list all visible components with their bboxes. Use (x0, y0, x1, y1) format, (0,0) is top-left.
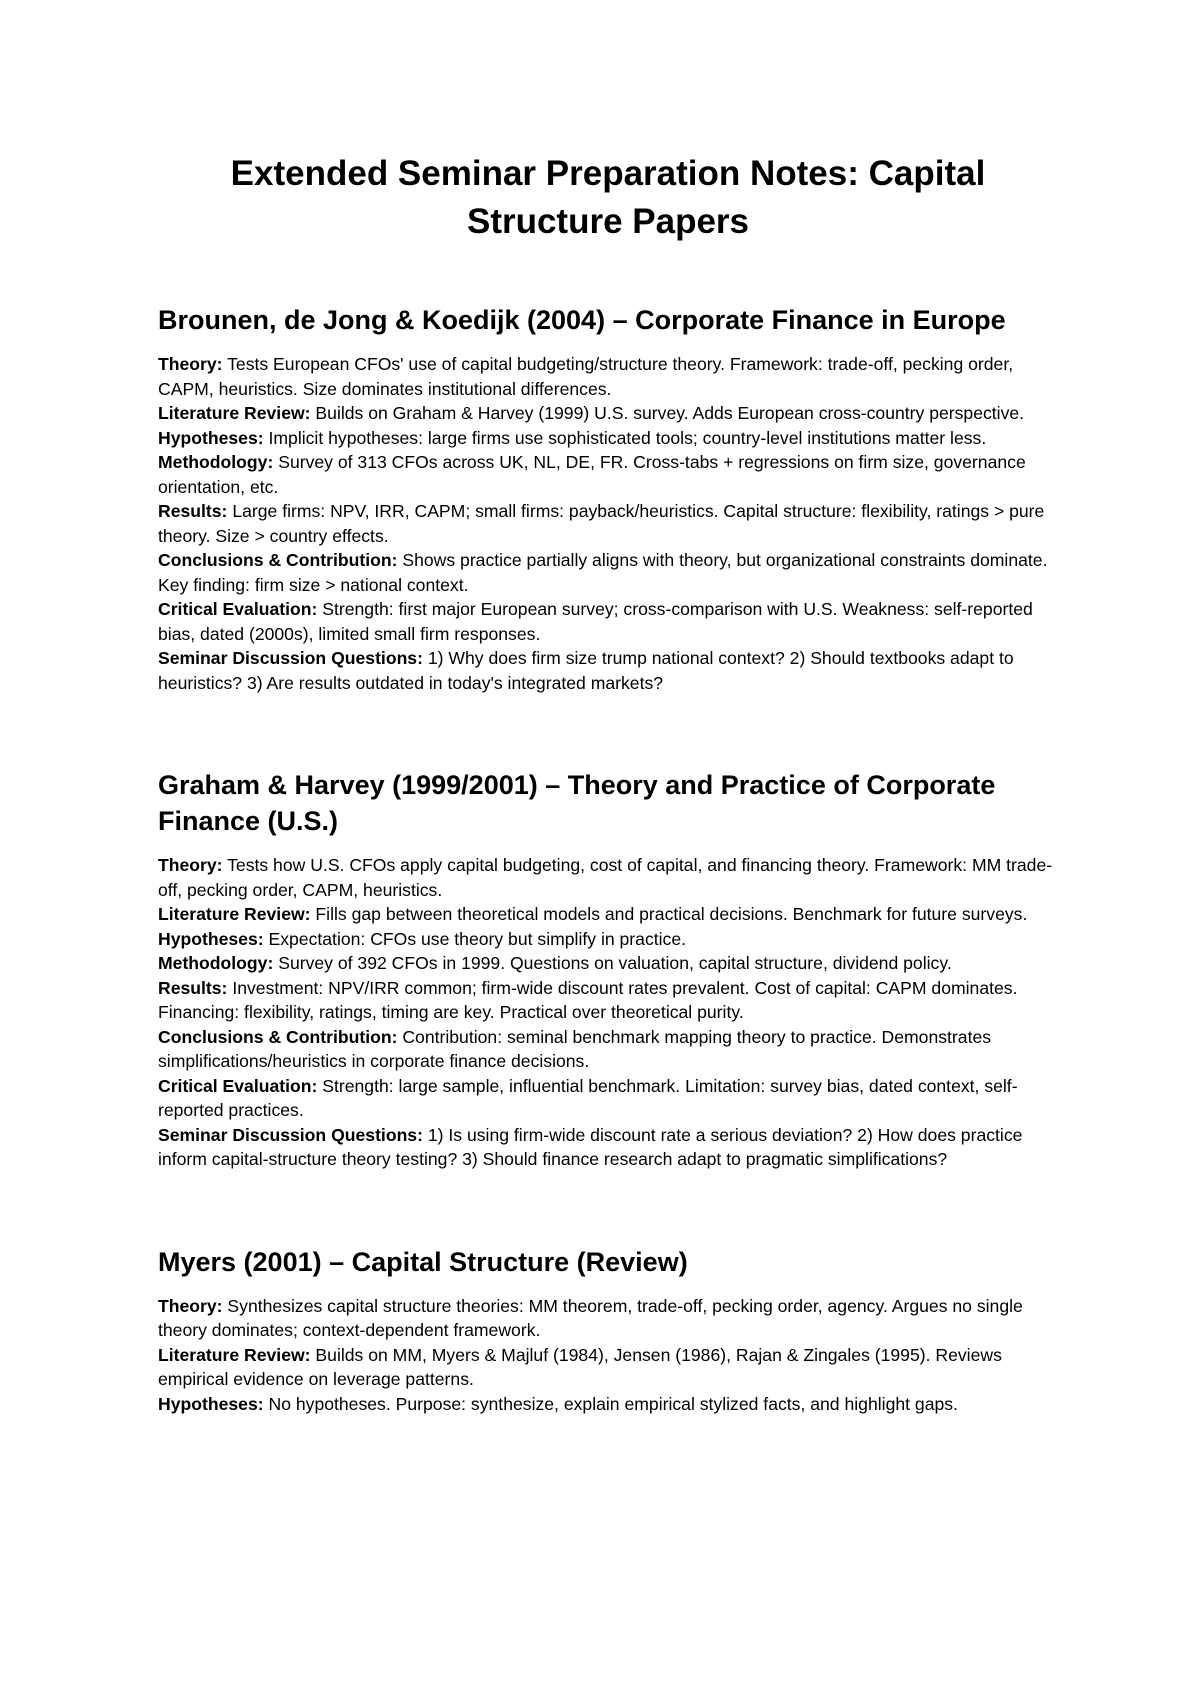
field-label: Hypotheses: (158, 1393, 264, 1414)
field-text: Tests how U.S. CFOs apply capital budgeting, cost of capital, and financing theory. Framework: MM trade-off, pecking order, CAPM, heuristics. (158, 855, 1053, 900)
field-hypotheses (158, 426, 1058, 451)
field-literature-review (158, 902, 1058, 927)
field-label: Methodology: (158, 953, 274, 973)
field-critical-evaluation (158, 1074, 1058, 1123)
field-hypotheses (158, 1392, 1058, 1417)
field-text: 1) Why does firm size trump national context? 2) Should textbooks adapt to heuristics? 3) Are results outdated in today's integrated markets? (158, 648, 1014, 693)
field-text: Builds on MM, Myers & Majluf (1984), Jensen (1986), Rajan & Zingales (1995). Reviews empirical evidence on leverage patterns. (158, 1344, 1002, 1389)
field-label: Seminar Discussion Questions: (158, 1124, 423, 1145)
field-text: Strength: first major European survey; cross-comparison with U.S. Weakness: self-reported bias, dated (2000s), limited small firm responses. (158, 599, 1033, 644)
field-label: Results: (158, 977, 228, 998)
field-text: Survey of 313 CFOs across UK, NL, DE, FR. Cross-tabs + regressions on firm size, governance orientation, etc. (158, 452, 1026, 497)
field-text: Investment: NPV/IRR common; firm-wide discount rates prevalent. Cost of capital: CAPM dominates. Financing: flexibility, ratings, timing are key. Practical over theoretical purity. (158, 977, 1018, 1022)
field-label: Theory: (158, 1295, 223, 1316)
field-results (158, 976, 1058, 1025)
section-heading: Myers (2001) – Capital Structure (Review) (158, 1246, 688, 1277)
section-heading: Brounen, de Jong & Koedijk (2004) – Corporate Finance in Europe (158, 305, 1006, 335)
field-theory (158, 853, 1058, 902)
field-conclusions (158, 548, 1058, 597)
field-methodology (158, 951, 1058, 976)
field-label: Results: (158, 501, 228, 521)
field-text: Builds on Graham & Harvey (1999) U.S. survey. Adds European cross-country perspective. (315, 403, 1025, 423)
field-label: Literature Review: (158, 904, 311, 924)
field-text: Tests European CFOs' use of capital budgeting/structure theory. Framework: trade-off, pecking order, CAPM, heuristics. Size dominates institutional differences. (158, 354, 1014, 399)
field-theory (158, 352, 1058, 401)
field-conclusions (158, 1025, 1058, 1074)
field-text: Large firms: NPV, IRR, CAPM; small firms: payback/heuristics. Capital structure: flexibility, ratings > pure theory. Size > country effects. (158, 501, 1045, 546)
field-text: Implicit hypotheses: large firms use sophisticated tools; country-level institutions matter less. (268, 427, 987, 448)
field-discussion-questions (158, 646, 1058, 695)
field-label: Hypotheses: (158, 928, 264, 949)
field-text: Synthesizes capital structure theories: MM theorem, trade-off, pecking order, agency. Argues no single theory dominates; context-dependent framework. (158, 1295, 1023, 1340)
field-label: Seminar Discussion Questions: (158, 648, 423, 668)
field-discussion-questions (158, 1123, 1058, 1172)
field-label: Hypotheses: (158, 427, 264, 448)
field-label: Theory: (158, 354, 223, 374)
field-results (158, 499, 1058, 548)
field-theory (158, 1294, 1058, 1343)
document-title: Extended Seminar Preparation Notes: Capital Structure Papers (230, 154, 986, 241)
field-text: No hypotheses. Purpose: synthesize, explain empirical stylized facts, and highlight gaps. (268, 1393, 958, 1414)
field-label: Critical Evaluation: (158, 599, 318, 619)
field-literature-review (158, 1343, 1058, 1392)
field-text: Shows practice partially aligns with theory, but organizational constraints dominate. Key finding: firm size > national context. (158, 550, 1048, 595)
field-text: Survey of 392 CFOs in 1999. Questions on valuation, capital structure, dividend policy. (278, 953, 952, 973)
paper-section-brounen (158, 302, 1058, 695)
field-label: Critical Evaluation: (158, 1075, 318, 1096)
field-text: Strength: large sample, influential benchmark. Limitation: survey bias, dated context, self-reported practices. (158, 1075, 1018, 1120)
field-text: Contribution: seminal benchmark mapping theory to practice. Demonstrates simplifications/heuristics in corporate finance decisions. (158, 1026, 992, 1071)
field-label: Theory: (158, 855, 223, 875)
paper-section-graham-harvey (158, 767, 1058, 1172)
field-label: Literature Review: (158, 403, 311, 423)
field-literature-review (158, 401, 1058, 426)
field-text: Fills gap between theoretical models and practical decisions. Benchmark for future surveys. (315, 904, 1028, 924)
field-methodology (158, 450, 1058, 499)
field-label: Methodology: (158, 452, 274, 472)
field-hypotheses (158, 927, 1058, 952)
field-text: 1) Is using firm-wide discount rate a serious deviation? 2) How does practice inform capital-structure theory testing? 3) Should finance research adapt to pragmatic simplifications? (158, 1124, 1023, 1169)
document-page (158, 150, 1058, 1416)
field-label: Conclusions & Contribution: (158, 1026, 398, 1047)
field-label: Conclusions & Contribution: (158, 550, 398, 570)
paper-section-myers (158, 1244, 1058, 1417)
section-heading: Graham & Harvey (1999/2001) – Theory and Practice of Corporate Finance (U.S.) (158, 770, 996, 836)
field-critical-evaluation (158, 597, 1058, 646)
field-text: Expectation: CFOs use theory but simplify in practice. (268, 928, 687, 949)
field-label: Literature Review: (158, 1344, 311, 1365)
